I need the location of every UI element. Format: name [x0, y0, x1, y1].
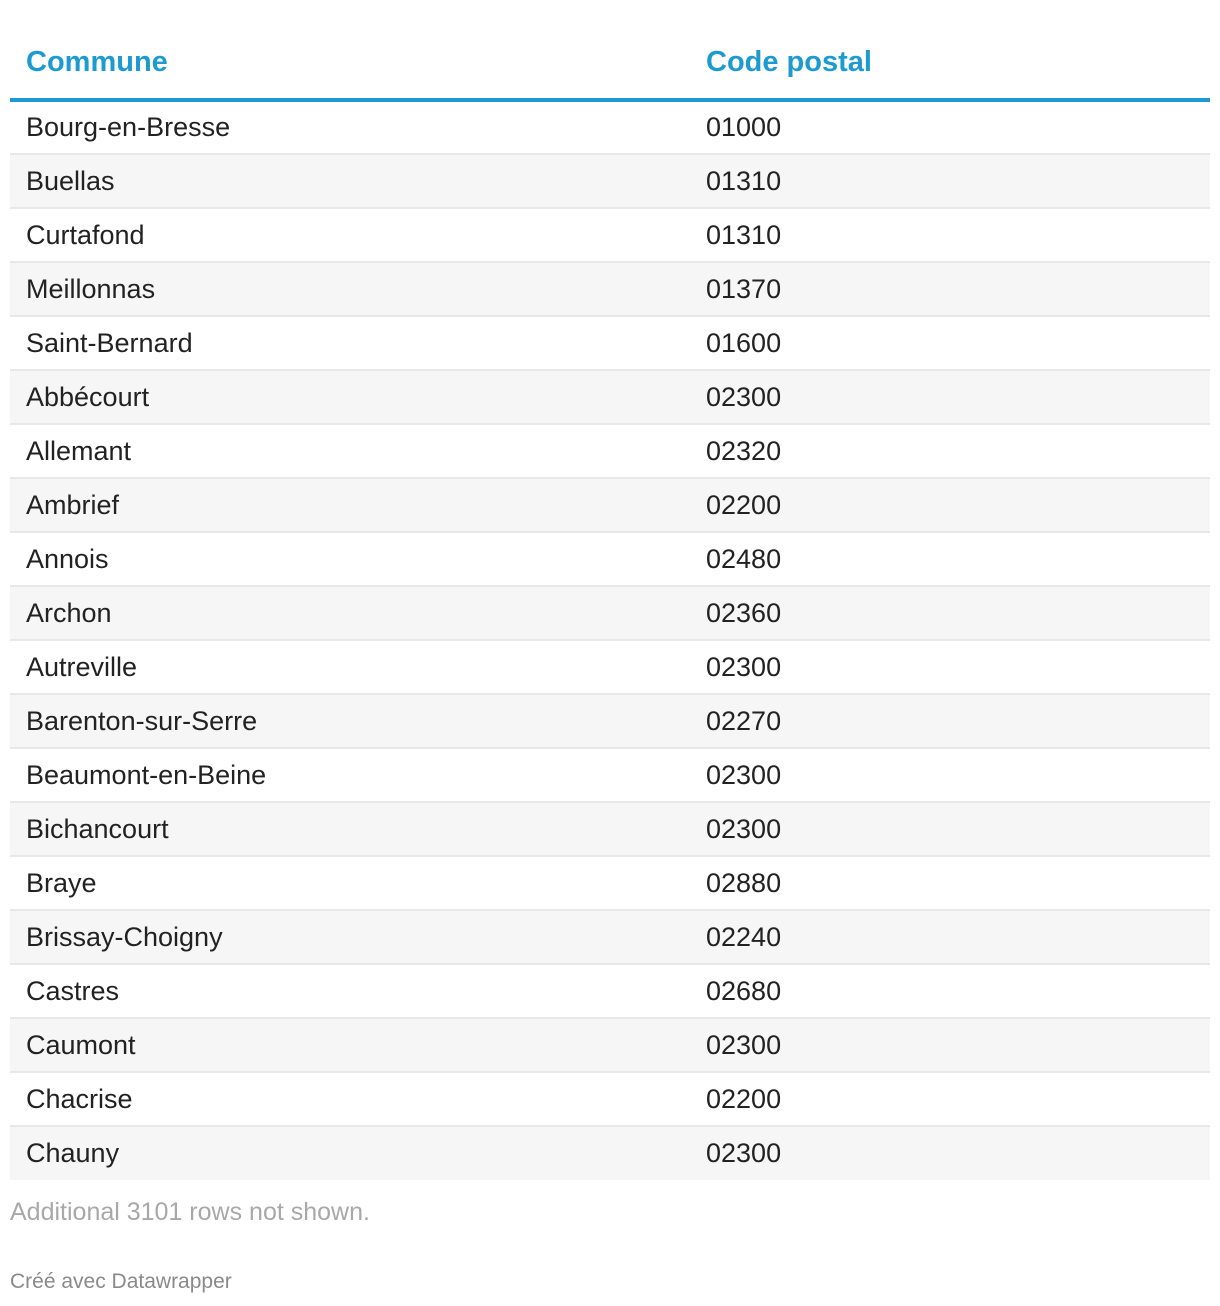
table-notes: Additional 3101 rows not shown. [10, 1198, 370, 1226]
cell-commune: Bourg-en-Bresse [10, 100, 690, 154]
cell-code-postal: 02320 [690, 424, 1210, 478]
cell-commune: Chauny [10, 1126, 690, 1180]
cell-commune: Caumont [10, 1018, 690, 1072]
cell-commune: Beaumont-en-Beine [10, 748, 690, 802]
cell-commune: Autreville [10, 640, 690, 694]
cell-commune: Curtafond [10, 208, 690, 262]
cell-code-postal: 02880 [690, 856, 1210, 910]
cell-code-postal: 02300 [690, 748, 1210, 802]
table-row [10, 100, 1210, 154]
table-row [10, 262, 1210, 316]
cell-code-postal: 02300 [690, 1018, 1210, 1072]
table-row [10, 802, 1210, 856]
data-table [10, 0, 1210, 1180]
cell-code-postal: 02680 [690, 964, 1210, 1018]
table-row [10, 532, 1210, 586]
cell-code-postal: 01000 [690, 100, 1210, 154]
table-row [10, 640, 1210, 694]
cell-code-postal: 02200 [690, 1072, 1210, 1126]
table-row [10, 1072, 1210, 1126]
cell-commune: Ambrief [10, 478, 690, 532]
cell-code-postal: 02360 [690, 586, 1210, 640]
cell-code-postal: 02300 [690, 370, 1210, 424]
table-row [10, 694, 1210, 748]
cell-code-postal: 02300 [690, 802, 1210, 856]
table-row [10, 208, 1210, 262]
cell-code-postal: 01310 [690, 154, 1210, 208]
table-body [10, 100, 1210, 1180]
cell-commune: Meillonnas [10, 262, 690, 316]
cell-commune: Bichancourt [10, 802, 690, 856]
table-row [10, 964, 1210, 1018]
table-row [10, 1126, 1210, 1180]
column-header-commune[interactable]: Commune [10, 0, 690, 100]
cell-commune: Annois [10, 532, 690, 586]
table-row [10, 316, 1210, 370]
table-header-row [10, 0, 1210, 100]
cell-commune: Brissay-Choigny [10, 910, 690, 964]
table-row [10, 370, 1210, 424]
table-row [10, 748, 1210, 802]
cell-commune: Archon [10, 586, 690, 640]
cell-commune: Abbécourt [10, 370, 690, 424]
cell-code-postal: 02300 [690, 640, 1210, 694]
cell-commune: Chacrise [10, 1072, 690, 1126]
table-row [10, 1018, 1210, 1072]
cell-code-postal: 02480 [690, 532, 1210, 586]
cell-commune: Castres [10, 964, 690, 1018]
cell-commune: Braye [10, 856, 690, 910]
data-table-container [10, 0, 1210, 1180]
cell-commune: Allemant [10, 424, 690, 478]
cell-commune: Buellas [10, 154, 690, 208]
cell-commune: Barenton-sur-Serre [10, 694, 690, 748]
table-row [10, 586, 1210, 640]
table-row [10, 478, 1210, 532]
table-row [10, 856, 1210, 910]
cell-code-postal: 02300 [690, 1126, 1210, 1180]
table-row [10, 424, 1210, 478]
cell-code-postal: 01600 [690, 316, 1210, 370]
cell-code-postal: 01310 [690, 208, 1210, 262]
cell-code-postal: 02200 [690, 478, 1210, 532]
cell-commune: Saint-Bernard [10, 316, 690, 370]
cell-code-postal: 02270 [690, 694, 1210, 748]
table-row [10, 154, 1210, 208]
credit-line: Créé avec Datawrapper [10, 1270, 232, 1293]
column-header-code-postal[interactable]: Code postal [690, 0, 1210, 100]
cell-code-postal: 02240 [690, 910, 1210, 964]
cell-code-postal: 01370 [690, 262, 1210, 316]
table-row [10, 910, 1210, 964]
